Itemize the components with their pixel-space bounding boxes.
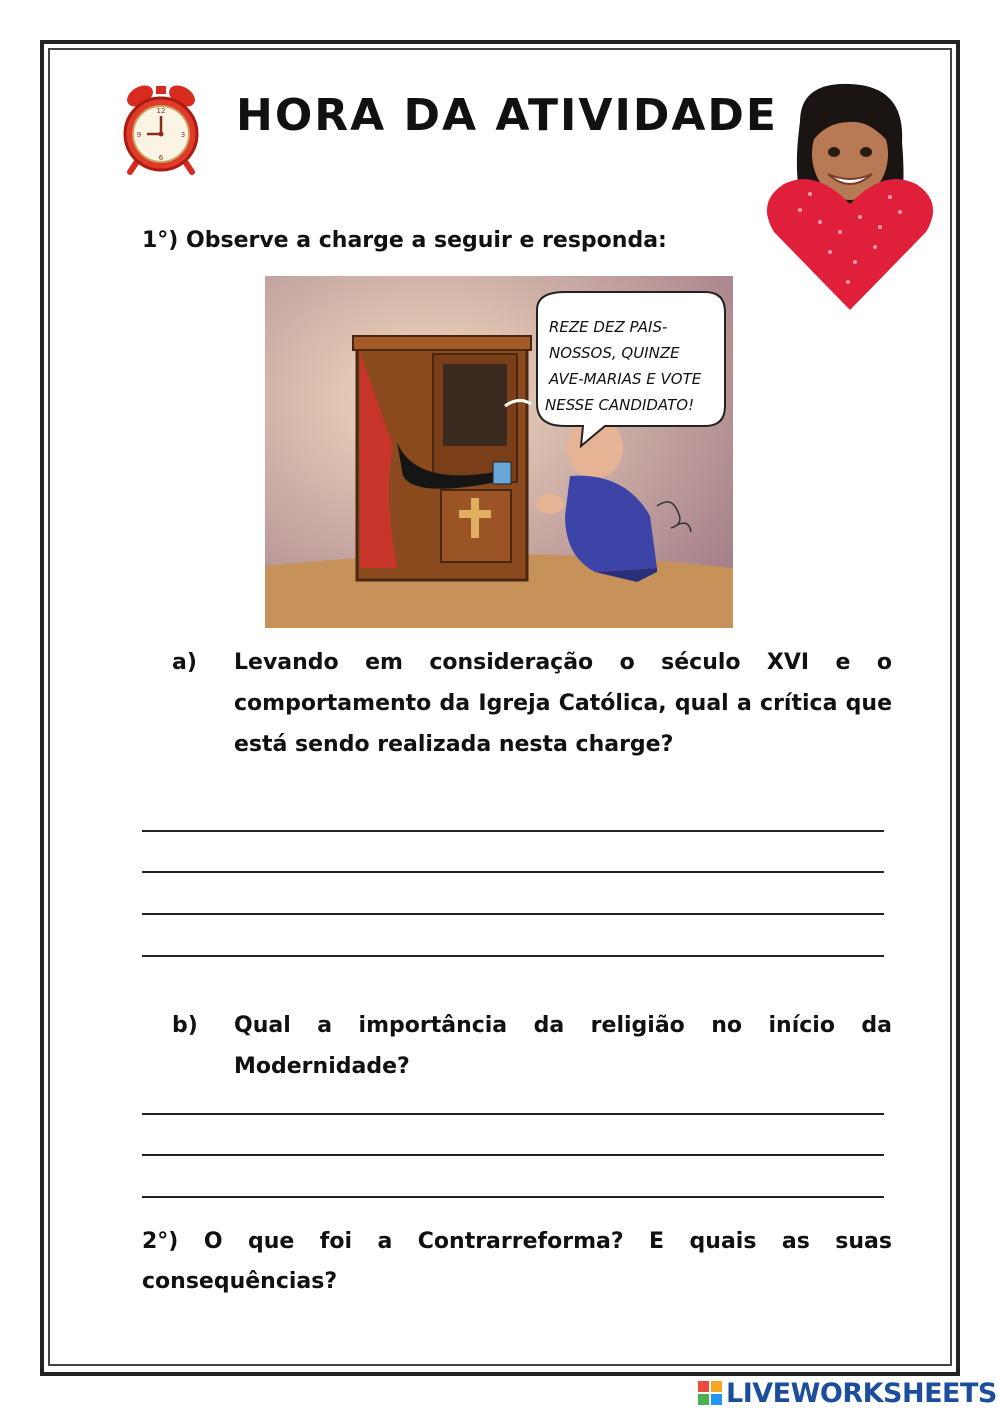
girl-with-heart-avatar [760, 82, 940, 310]
answer-line-a1[interactable] [142, 830, 884, 832]
speech-line-1: REZE DEZ PAIS- [549, 318, 668, 336]
answer-line-a4[interactable] [142, 955, 884, 957]
speech-line-4: NESSE CANDIDATO! [545, 396, 695, 414]
liveworksheets-logo-text: LIVEWORKSHEETS [726, 1377, 997, 1409]
svg-text:12: 12 [156, 107, 166, 115]
question-1-item-b [172, 1005, 892, 1087]
liveworksheets-logo[interactable] [698, 1378, 997, 1408]
question-2-prompt: 2°) O que foi a Contrarreforma? E quais as suas consequências? [142, 1229, 892, 1294]
page-title: HORA DA ATIVIDADE [236, 90, 778, 141]
alarm-clock-icon [120, 82, 202, 176]
item-a-text: Levando em consideração o século XVI e o comportamento da Igreja Católica, qual a crítica que está sendo realizada nesta charge? [234, 650, 892, 757]
question-1-prompt: 1°) Observe a charge a seguir e responda: [142, 228, 667, 253]
answer-line-a3[interactable] [142, 913, 884, 915]
question-1-item-a [172, 642, 892, 765]
svg-text:6: 6 [158, 154, 164, 162]
cartoon-image [265, 276, 733, 628]
item-a-letter: a) [172, 650, 197, 675]
answer-line-b3[interactable] [142, 1196, 884, 1198]
answer-line-b1[interactable] [142, 1113, 884, 1115]
svg-text:9: 9 [136, 131, 142, 139]
liveworksheets-logo-icon [698, 1381, 722, 1405]
speech-line-2: NOSSOS, QUINZE [549, 344, 680, 362]
svg-text:3: 3 [180, 131, 186, 139]
answer-line-a2[interactable] [142, 871, 884, 873]
item-b-letter: b) [172, 1013, 198, 1038]
answer-line-b2[interactable] [142, 1154, 884, 1156]
item-b-text: Qual a importância da religião no início da Modernidade? [234, 1013, 892, 1079]
speech-line-3: AVE-MARIAS E VOTE [549, 370, 702, 388]
